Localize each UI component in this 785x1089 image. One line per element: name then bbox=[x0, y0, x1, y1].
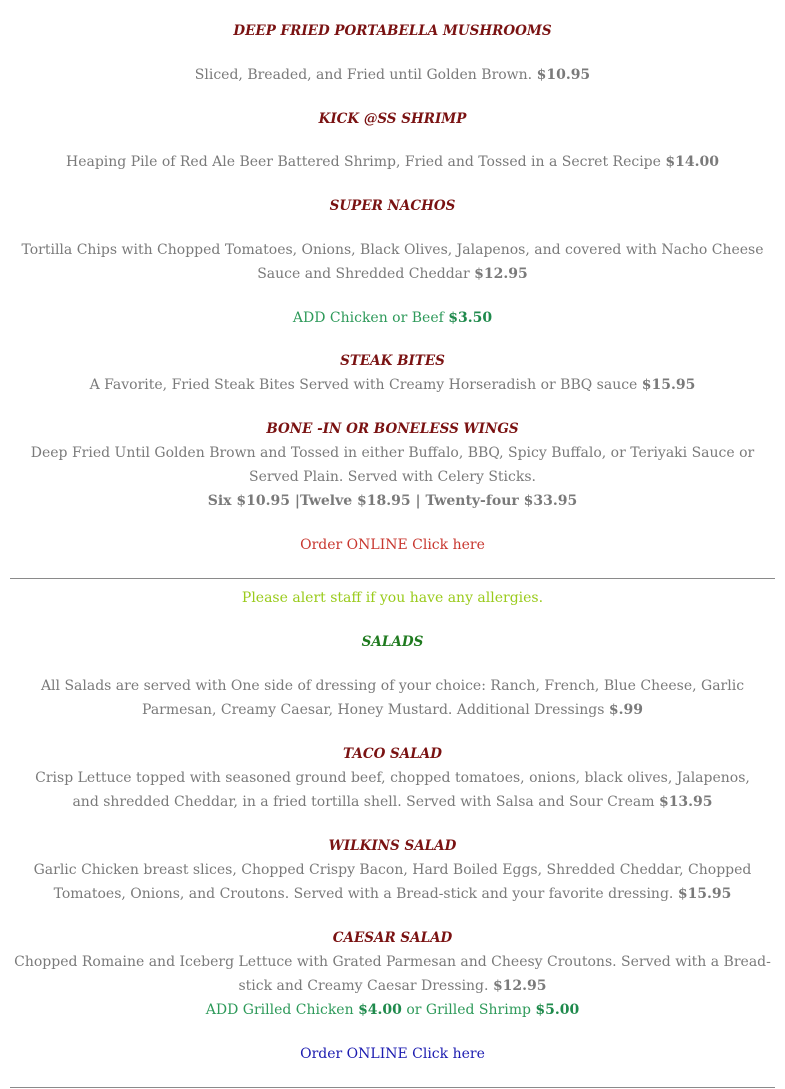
item-title: DEEP FRIED PORTABELLA MUSHROOMS bbox=[233, 23, 552, 39]
item-title: BONE -IN OR BONELESS WINGS bbox=[266, 421, 519, 437]
item-title: CAESAR SALAD bbox=[332, 930, 453, 946]
menu-item-shrimp bbox=[10, 107, 775, 174]
addon-price: $4.00 bbox=[358, 1002, 402, 1018]
item-title: SUPER NACHOS bbox=[329, 198, 456, 214]
divider bbox=[10, 578, 775, 579]
item-desc-text: A Favorite, Fried Steak Bites Served with Creamy Horseradish or BBQ sauce bbox=[89, 377, 638, 393]
menu-item-wilkins-salad bbox=[10, 834, 775, 906]
item-price: $12.95 bbox=[474, 266, 528, 282]
item-description bbox=[10, 238, 775, 286]
item-description bbox=[10, 150, 775, 174]
menu-item-caesar-salad bbox=[10, 926, 775, 1022]
item-desc-text: Tortilla Chips with Chopped Tomatoes, Onions, Black Olives, Jalapenos, and covered with Nacho Cheese Sauce and Shredded Cheddar bbox=[21, 242, 764, 282]
order-link-text[interactable]: Order ONLINE Click here bbox=[300, 537, 485, 553]
addon-text: ADD Chicken or Beef bbox=[292, 310, 444, 326]
order-online-link-salads[interactable] bbox=[10, 1042, 775, 1066]
item-price: $10.95 bbox=[536, 67, 591, 83]
menu-item-portabella bbox=[10, 19, 775, 87]
menu-item-taco-salad bbox=[10, 742, 775, 814]
menu-content bbox=[10, 0, 775, 1088]
item-addon bbox=[10, 306, 775, 330]
item-desc-text: Garlic Chicken breast slices, Chopped Crispy Bacon, Hard Boiled Eggs, Shredded Cheddar, Chopped Tomatoes, Onions, and Croutons. Served with a Bread-stick and your favorite dressing. bbox=[33, 862, 752, 902]
item-price: $15.95 bbox=[641, 377, 696, 393]
item-addon bbox=[10, 998, 775, 1022]
item-description bbox=[10, 950, 775, 998]
item-title: KICK @SS SHRIMP bbox=[318, 111, 467, 127]
menu-item-wings bbox=[10, 417, 775, 513]
order-online-link-appetizers[interactable] bbox=[10, 533, 775, 557]
addon-text: ADD Grilled Chicken bbox=[205, 1002, 354, 1018]
item-description bbox=[10, 373, 775, 397]
item-price: $14.00 bbox=[665, 154, 719, 170]
allergy-notice: Please alert staff if you have any allergies. bbox=[241, 590, 544, 606]
item-description bbox=[10, 63, 775, 87]
addon-price: $3.50 bbox=[448, 310, 493, 326]
addon-price: $5.00 bbox=[535, 1002, 580, 1018]
menu-item-nachos bbox=[10, 194, 775, 330]
item-desc-text: Heaping Pile of Red Ale Beer Battered Shrimp, Fried and Tossed in a Secret Recipe bbox=[66, 154, 661, 170]
addon-text: or Grilled Shrimp bbox=[406, 1002, 531, 1018]
salads-intro bbox=[10, 674, 775, 722]
item-price: $12.95 bbox=[492, 978, 547, 994]
item-price: $15.95 bbox=[677, 886, 732, 902]
salads-intro-text: All Salads are served with One side of dressing of your choice: Ranch, French, Blue Cheese, Garlic Parmesan, Creamy Caesar, Honey Mustard. Additional Dressings bbox=[40, 678, 745, 718]
item-description bbox=[10, 766, 775, 814]
item-price: $13.95 bbox=[658, 794, 713, 810]
item-description bbox=[10, 858, 775, 906]
section-title: SALADS bbox=[361, 634, 424, 650]
salads-intro-price: $.99 bbox=[608, 702, 643, 718]
item-desc-text: Crisp Lettuce topped with seasoned ground beef, chopped tomatoes, onions, black olives, Jalapenos, and shredded Cheddar, in a fried tortilla shell. Served with Salsa and Sour Cream bbox=[35, 770, 750, 810]
item-title: WILKINS SALAD bbox=[328, 838, 457, 854]
item-description: Deep Fried Until Golden Brown and Tossed in either Buffalo, BBQ, Spicy Buffalo, or Teriyaki Sauce or Served Plain. Served with Celery Sticks. bbox=[30, 445, 755, 485]
item-sizes: Six $10.95 |Twelve $18.95 | Twenty-four $33.95 bbox=[207, 493, 578, 509]
item-title: STEAK BITES bbox=[340, 353, 445, 369]
item-desc-text: Chopped Romaine and Iceberg Lettuce with Grated Parmesan and Cheesy Croutons. Served with a Bread-stick and Creamy Caesar Dressing. bbox=[14, 954, 771, 994]
item-desc-text: Sliced, Breaded, and Fried until Golden Brown. bbox=[194, 67, 533, 83]
divider bbox=[10, 1087, 775, 1088]
item-title: TACO SALAD bbox=[343, 746, 442, 762]
salads-section bbox=[10, 630, 775, 722]
menu-item-steak-bites bbox=[10, 349, 775, 397]
order-link-text[interactable]: Order ONLINE Click here bbox=[300, 1046, 485, 1062]
